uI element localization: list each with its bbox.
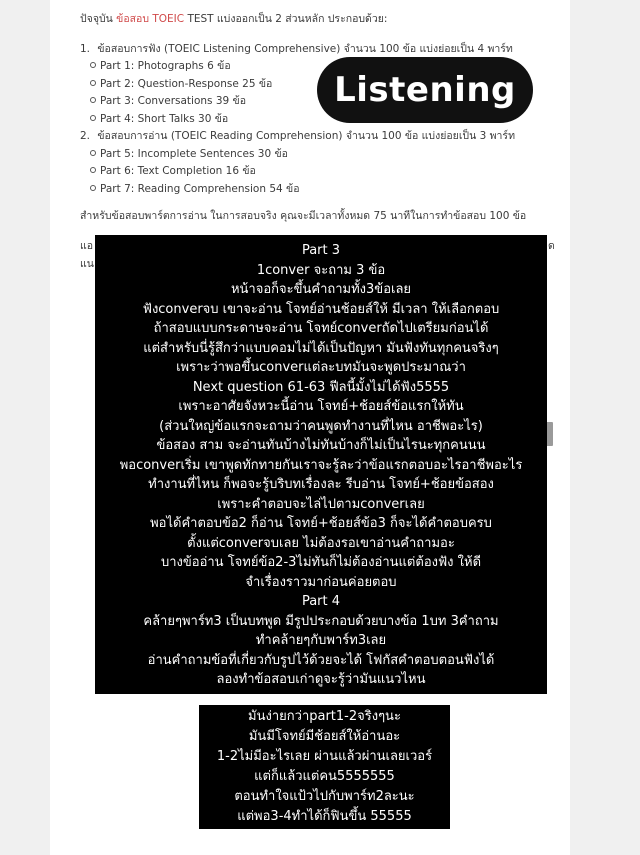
note-line: เพราะคำตอบจะไล่ไปตามconverเลย bbox=[217, 496, 425, 512]
note-line: จำเรื่องราวมาก่อนค่อยตอบ bbox=[245, 574, 397, 590]
badge-label: Listening bbox=[334, 70, 516, 110]
note-line: ทำคล้ายๆกับพาร์ท3เลย bbox=[255, 633, 387, 648]
note-line: Next question 61-63 ฟีลนี้มั้งไม่ได้ฟัง5555 bbox=[192, 379, 450, 395]
note-line: อ่านคำถามข้อที่เกี่ยวกับรูปไว้ด้วยจะได้ โฟกัสคำตอบตอนฟังได้ bbox=[147, 652, 495, 668]
hidden-text-fragment: ด bbox=[548, 240, 555, 252]
note-line: ถ้าสอบแบบกระดาษจะอ่าน โจทย์converถัดไปเตรียมก่อนได้ bbox=[153, 321, 489, 336]
note-line: ตั้งแต่converจบเลย ไม่ต้องรอเขาอ่านคำถามอะ bbox=[187, 535, 455, 551]
note-line: 1-2ไม่มีอะไรเลย ผ่านแล้วผ่านเลยเวอร์ bbox=[216, 749, 433, 764]
note-line: มันมีโจทย์มีช้อยส์ให้อ่านอะ bbox=[248, 729, 401, 744]
notes-panel-summary bbox=[199, 705, 450, 829]
hidden-text-fragment: แอ bbox=[80, 240, 94, 252]
note-line: แต่ก็แล้วแต่คน5555555 bbox=[254, 769, 395, 784]
note-line: แต่พอ3-4ทำได้ก็ฟินขึ้น 55555 bbox=[237, 809, 412, 824]
note-line: ตอนทำใจแป้วไปกับพาร์ท2ละนะ bbox=[234, 789, 415, 804]
note-paragraph: สำหรับข้อสอบพาร์ตการอ่าน ในการสอบจริง คุณจะมีเวลาทั้งหมด 75 นาทีในการทำข้อสอบ 100 ข้อ bbox=[80, 210, 527, 222]
list-item: Part 5: Incomplete Sentences 30 ข้อ bbox=[100, 145, 288, 162]
note-line: แต่สำหรับนี่รู้สึกว่าแบบคอมไม่ได้เป็นปัญหา มันฟังทันทุกคนจริงๆ bbox=[143, 340, 499, 356]
heading-part3: Part 3 bbox=[301, 243, 341, 258]
note-line: ทำงานที่ไหน ก็พอจะรู้บริบทเรื่องละ รีบอ่าน โจทย์+ช้อยข้อสอง bbox=[148, 477, 494, 492]
list-item: Part 6: Text Completion 16 ข้อ bbox=[100, 162, 256, 179]
note-line: พอconverเริ่ม เขาพูดทักทายกันเราจะรู้ละว่าข้อแรกตอบอะไรอาชีพอะไร bbox=[119, 457, 523, 473]
note-line: บางข้ออ่าน โจทย์ข้อ2-3ไม่ทันก็ไม่ต้องอ่านแต่ต้องฟัง ให้ดี bbox=[160, 555, 482, 570]
list-item: Part 4: Short Talks 30 ข้อ bbox=[100, 110, 228, 127]
section-2-title: 2. ข้อสอบการอ่าน (TOEIC Reading Comprehension) จำนวน 100 ข้อ แบ่งย่อยเป็น 3 พาร์ท bbox=[80, 130, 515, 142]
note-line: พอได้คำตอบข้อ2 ก็อ่าน โจทย์+ช้อยส์ข้อ3 ก็จะได้คำตอบครบ bbox=[150, 516, 492, 531]
list-item: Part 7: Reading Comprehension 54 ข้อ bbox=[100, 180, 300, 197]
note-line: ลองทำข้อสอบเก่าดูจะรู้ว่ามันแนวไหน bbox=[216, 672, 426, 687]
note-line: หน้าจอก็จะขึ้นคำถามทั้ง3ข้อเลย bbox=[230, 282, 412, 297]
note-line: เพราะอาศัยจังหวะนี้อ่าน โจทย์+ช้อยส์ข้อแรกให้ทัน bbox=[178, 399, 464, 414]
list-item: Part 3: Conversations 39 ข้อ bbox=[100, 92, 246, 109]
list-item: Part 2: Question-Response 25 ข้อ bbox=[100, 75, 272, 92]
section-1-title: 1. ข้อสอบการฟัง (TOEIC Listening Comprehensive) จำนวน 100 ข้อ แบ่งย่อยเป็น 4 พาร์ท bbox=[80, 43, 513, 55]
heading-part4: Part 4 bbox=[301, 594, 341, 609]
toeic-link[interactable]: ข้อสอบ TOEIC bbox=[116, 13, 185, 25]
note-line: เพราะว่าพอขึ้นconverแต่ละบทมันจะพูดประมาณว่า bbox=[176, 360, 466, 375]
note-line: ข้อสอง สาม จะอ่านทันบ้างไม่ทันบ้างก็ไม่เป็นไรนะทุกคนนน bbox=[156, 438, 486, 453]
note-line: ฟังconverจบ เขาจะอ่าน โจทย์อ่านช้อยส์ให้ มีเวลา ให้เลือกตอบ bbox=[142, 301, 500, 317]
note-line: 1conver จะถาม 3 ข้อ bbox=[256, 262, 386, 278]
note-line: มันง่ายกว่าpart1-2จริงๆนะ bbox=[248, 709, 401, 724]
list-item: Part 1: Photographs 6 ข้อ bbox=[100, 57, 231, 74]
intro-line: ปัจจุบัน ข้อสอบ TOEIC TEST แบ่งออกเป็น 2 ส่วนหลัก ประกอบด้วย: bbox=[80, 13, 388, 25]
hidden-text-fragment: แน bbox=[80, 258, 94, 270]
listening-badge bbox=[317, 57, 533, 123]
note-line: (ส่วนใหญ่ข้อแรกจะถามว่าคนพูดทำงานที่ไหน อาชีพอะไร) bbox=[159, 418, 483, 434]
notes-panel-part3-4 bbox=[95, 235, 547, 694]
note-line: คล้ายๆพาร์ท3 เป็นบทพูด มีรูปประกอบด้วยบางข้อ 1บท 3คำถาม bbox=[143, 613, 499, 629]
